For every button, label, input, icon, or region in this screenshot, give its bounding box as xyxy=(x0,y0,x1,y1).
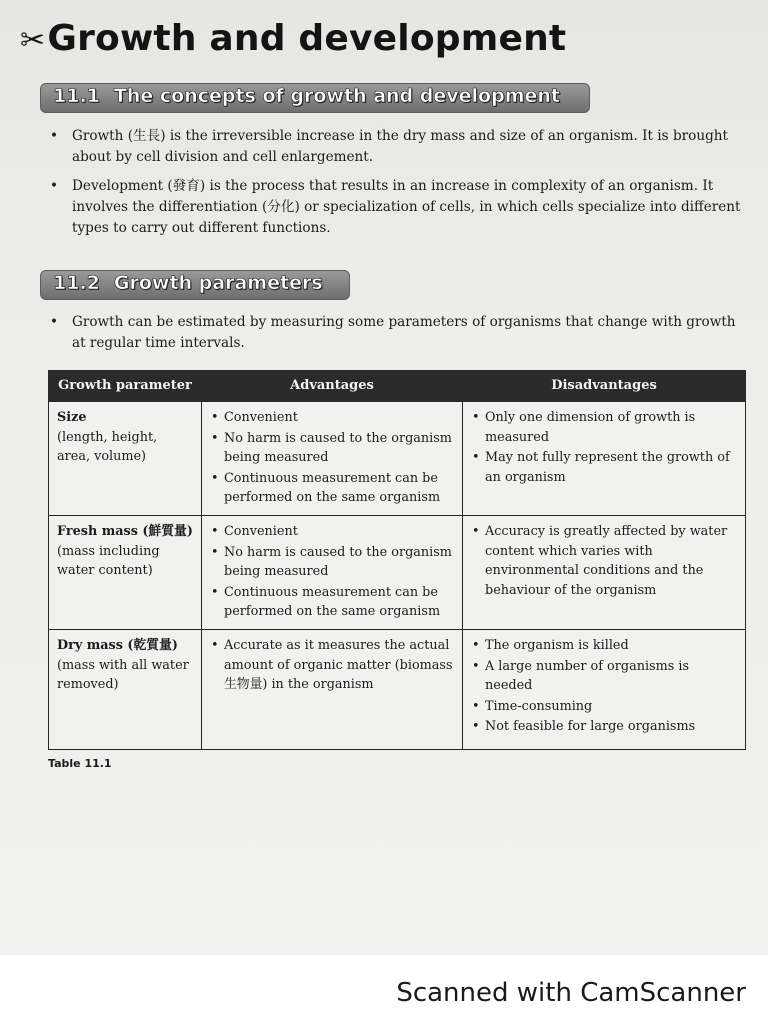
table-row xyxy=(49,516,746,630)
list-item: • Accurate as it measures the actual amount of organic matter (biomass 生物量) in the organism xyxy=(210,636,454,695)
list-item: • Accuracy is greatly affected by water content which varies with environmental conditions and the behaviour of the organism xyxy=(471,522,737,600)
advantages-list xyxy=(210,522,454,622)
column-header-advantages: Advantages xyxy=(202,371,463,402)
column-header-growth-parameter: Growth parameter xyxy=(49,371,202,402)
section-11-2-bullet-list xyxy=(48,312,752,362)
chapter-title xyxy=(20,18,566,59)
list-item: • Continuous measurement can be performed on the same organism xyxy=(210,469,454,508)
parameter-name: Fresh mass (鮮質量) xyxy=(57,524,193,539)
parameter-name: Dry mass (乾質量) xyxy=(57,638,178,653)
section-11-1-bullet-list xyxy=(48,126,752,247)
chapter-title-text: Growth and development xyxy=(47,18,567,59)
disadvantages-list xyxy=(471,636,737,737)
list-item: • No harm is caused to the organism being measured xyxy=(210,429,454,468)
advantages-list xyxy=(210,408,454,508)
bullet-growth-definition: • Growth (生長) is the irreversible increase in the dry mass and size of an organism. It is brought about by cell division and cell enlargement. xyxy=(48,126,752,168)
parameter-description: (mass with all water removed) xyxy=(57,657,189,692)
parameter-name: Size xyxy=(57,410,87,425)
list-item: • Time-consuming xyxy=(471,697,737,717)
parameter-cell xyxy=(49,630,202,750)
disadvantages-cell xyxy=(463,402,746,516)
parameter-cell xyxy=(49,402,202,516)
list-item: • Not feasible for large organisms xyxy=(471,717,737,737)
list-item: • Convenient xyxy=(210,408,454,428)
growth-parameter-table xyxy=(48,370,746,750)
table-header-row xyxy=(49,371,746,402)
table-row xyxy=(49,402,746,516)
disadvantages-cell xyxy=(463,630,746,750)
parameter-cell xyxy=(49,516,202,630)
disadvantages-list xyxy=(471,408,737,487)
advantages-list xyxy=(210,636,454,695)
bullet-growth-estimation: • Growth can be estimated by measuring some parameters of organisms that change with growth at regular time intervals. xyxy=(48,312,752,354)
section-title: Growth parameters xyxy=(113,272,323,294)
section-number: 11.1 xyxy=(53,85,100,107)
disadvantages-cell xyxy=(463,516,746,630)
bullet-development-definition: • Development (發育) is the process that results in an increase in complexity of an organism. It involves the differentiation (分化) or specialization of cells, in which cells specialize into different types to carry out different functions. xyxy=(48,176,752,239)
section-heading-11-1 xyxy=(53,85,560,107)
growth-parameter-table-container xyxy=(48,370,746,750)
disadvantages-list xyxy=(471,522,737,600)
section-heading-bar-11-2 xyxy=(40,270,350,300)
list-item: • No harm is caused to the organism being measured xyxy=(210,543,454,582)
list-item: • Convenient xyxy=(210,522,454,542)
advantages-cell xyxy=(202,516,463,630)
list-item: • May not fully represent the growth of an organism xyxy=(471,448,737,487)
list-item: • A large number of organisms is needed xyxy=(471,657,737,696)
section-heading-bar-11-1 xyxy=(40,83,590,113)
camscanner-watermark: Scanned with CamScanner xyxy=(396,978,746,1008)
scissors-icon: ✂ xyxy=(20,23,46,58)
table-caption: Table 11.1 xyxy=(48,757,112,770)
column-header-disadvantages: Disadvantages xyxy=(463,371,746,402)
section-title: The concepts of growth and development xyxy=(113,85,560,107)
parameter-description: (mass including water content) xyxy=(57,543,160,578)
table-row xyxy=(49,630,746,750)
section-number: 11.2 xyxy=(53,272,100,294)
advantages-cell xyxy=(202,630,463,750)
list-item: • Only one dimension of growth is measured xyxy=(471,408,737,447)
advantages-cell xyxy=(202,402,463,516)
list-item: • The organism is killed xyxy=(471,636,737,656)
list-item: • Continuous measurement can be performed on the same organism xyxy=(210,583,454,622)
section-heading-11-2 xyxy=(53,272,323,294)
parameter-description: (length, height, area, volume) xyxy=(57,429,158,464)
